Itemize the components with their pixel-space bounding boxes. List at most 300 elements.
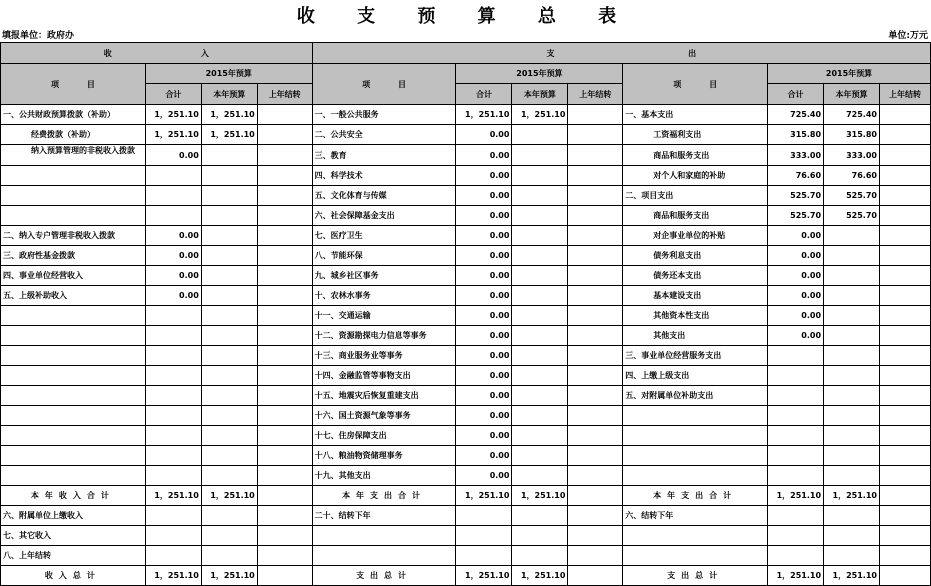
value-cell [879,366,930,386]
value-cell [568,386,623,406]
value-cell [512,326,568,346]
reporting-unit: 填报单位：政府办 [2,31,75,41]
value-cell: 76.60 [768,166,824,186]
value-cell [768,406,824,426]
value-cell [201,166,257,186]
item-cell: 七、医疗卫生 [312,226,456,246]
value-cell: 0.00 [768,326,824,346]
value-cell: 525.70 [768,186,824,206]
value-cell [257,546,312,566]
value-cell [879,546,930,566]
item-cell: 五、文化体育与传媒 [312,186,456,206]
value-cell [145,526,201,546]
value-cell: 1，251.10 [768,486,824,506]
item-cell [312,526,456,546]
value-cell: 0.00 [456,306,512,326]
value-cell [512,366,568,386]
table-row [1,186,931,206]
value-cell [568,166,623,186]
table-row [1,566,931,586]
value-cell [824,306,880,326]
value-cell: 1，251.10 [201,105,257,125]
value-cell [568,446,623,466]
value-cell [879,406,930,426]
value-cell [824,226,880,246]
value-cell [456,526,512,546]
value-cell: 315.80 [824,125,880,145]
value-cell: 0.00 [456,166,512,186]
item-cell: 十九、其他支出 [312,466,456,486]
value-cell [879,526,930,546]
table-row [1,286,931,306]
value-cell: 1，251.10 [456,486,512,506]
item-cell: 二、项目支出 [623,186,768,206]
value-cell [879,466,930,486]
income-section-header: 收 入 [1,43,313,64]
value-cell [824,386,880,406]
item-cell [1,346,146,366]
value-cell [201,226,257,246]
value-cell: 0.00 [768,226,824,246]
value-cell: 0.00 [456,386,512,406]
expenditure-section-header: 支 出 [312,43,930,64]
value-cell [768,386,824,406]
expend2-total-header: 合计 [768,84,824,105]
value-cell [145,186,201,206]
value-cell: 1，251.10 [512,566,568,586]
value-cell [257,105,312,125]
value-cell [568,506,623,526]
value-cell [257,186,312,206]
item-cell: 三、教育 [312,145,456,166]
value-cell [512,206,568,226]
expend2-carry-header: 上年结转 [879,84,930,105]
value-cell [879,386,930,406]
value-cell [824,546,880,566]
value-cell: 1，251.10 [768,566,824,586]
value-cell [257,246,312,266]
income-item-header: 项 目 [1,64,146,105]
value-cell [768,446,824,466]
value-cell [145,326,201,346]
value-cell [879,566,930,586]
table-row [1,366,931,386]
item-cell: 纳入预算管理的非税收入拨款 [1,145,146,166]
table-row [1,526,931,546]
value-cell [512,526,568,546]
value-cell: 1，251.10 [456,566,512,586]
expend-carry-header: 上年结转 [568,84,623,105]
value-cell: 333.00 [768,145,824,166]
value-cell [201,466,257,486]
expend-total-header: 合计 [456,84,512,105]
value-cell: 333.00 [824,145,880,166]
value-cell [879,246,930,266]
item-cell: 三、事业单位经营服务支出 [623,346,768,366]
value-cell [768,426,824,446]
value-cell [568,186,623,206]
item-cell: 七、其它收入 [1,526,146,546]
value-cell [257,446,312,466]
value-cell: 1，251.10 [145,486,201,506]
item-cell: 支出总计 [312,566,456,586]
value-cell: 1，251.10 [201,486,257,506]
value-cell [768,506,824,526]
item-cell: 二、公共安全 [312,125,456,145]
item-cell: 一、一般公共服务 [312,105,456,125]
item-cell: 八、节能环保 [312,246,456,266]
value-cell [512,446,568,466]
item-cell [1,366,146,386]
value-cell [824,406,880,426]
value-cell [257,346,312,366]
item-cell: 支出总计 [623,566,768,586]
item-cell [1,406,146,426]
item-cell: 工资福利支出 [623,125,768,145]
value-cell [512,145,568,166]
value-cell [201,446,257,466]
item-cell [623,546,768,566]
value-cell [568,566,623,586]
value-cell [568,105,623,125]
value-cell [568,266,623,286]
value-cell [824,446,880,466]
table-row [1,246,931,266]
value-cell [879,105,930,125]
value-cell [879,266,930,286]
value-cell [568,226,623,246]
item-cell: 一、公共财政预算拨款（补助） [1,105,146,125]
value-cell [257,226,312,246]
value-cell [512,466,568,486]
value-cell: 0.00 [456,366,512,386]
value-cell [768,546,824,566]
table-row [1,346,931,366]
value-cell [201,246,257,266]
value-cell: 0.00 [456,466,512,486]
value-cell [257,466,312,486]
value-cell: 0.00 [768,246,824,266]
value-cell [512,406,568,426]
value-cell [201,306,257,326]
value-cell [257,386,312,406]
value-cell [201,145,257,166]
value-cell [145,166,201,186]
item-cell: 五、对附属单位补助支出 [623,386,768,406]
value-cell [879,426,930,446]
page-title: 收 支 预 算 总 表 [296,6,635,27]
value-cell [257,326,312,346]
item-cell: 四、事业单位经营收入 [1,266,146,286]
value-cell: 0.00 [145,246,201,266]
value-cell [879,186,930,206]
item-cell [1,426,146,446]
item-cell: 二十、结转下年 [312,506,456,526]
table-row [1,546,931,566]
value-cell [512,546,568,566]
value-cell [145,426,201,446]
item-cell: 对个人和家庭的补助 [623,166,768,186]
value-cell: 1，251.10 [201,566,257,586]
value-cell: 315.80 [768,125,824,145]
value-cell [879,125,930,145]
table-row [1,406,931,426]
value-cell [456,546,512,566]
table-row [1,386,931,406]
value-cell [512,506,568,526]
table-row [1,125,931,145]
item-cell [1,326,146,346]
item-cell [623,406,768,426]
column-header-row [1,64,931,84]
value-cell [257,526,312,546]
value-cell [568,486,623,506]
value-cell [145,206,201,226]
value-cell [201,266,257,286]
item-cell: 四、上缴上级支出 [623,366,768,386]
table-row [1,105,931,125]
value-cell [257,206,312,226]
value-cell: 0.00 [145,266,201,286]
value-cell [879,486,930,506]
value-cell: 0.00 [145,145,201,166]
value-cell [145,546,201,566]
value-cell [824,246,880,266]
value-cell [257,566,312,586]
value-cell [568,326,623,346]
value-cell [201,346,257,366]
value-cell: 0.00 [456,206,512,226]
value-cell [512,166,568,186]
table-row [1,266,931,286]
item-cell: 六、结转下年 [623,506,768,526]
value-cell [512,246,568,266]
item-cell: 商品和服务支出 [623,206,768,226]
value-cell [145,506,201,526]
value-cell: 0.00 [768,266,824,286]
value-cell [257,286,312,306]
value-cell [201,546,257,566]
value-cell [145,366,201,386]
value-cell [568,426,623,446]
value-cell: 525.70 [768,206,824,226]
value-cell [201,506,257,526]
expend-item-header: 项 目 [312,64,456,105]
item-cell [623,426,768,446]
value-cell [879,166,930,186]
value-cell: 725.40 [824,105,880,125]
value-cell: 1，251.10 [512,105,568,125]
value-cell [879,226,930,246]
income-carry-header: 上年结转 [257,84,312,105]
table-row [1,466,931,486]
item-cell: 债务还本支出 [623,266,768,286]
item-cell: 十二、资源勘探电力信息等事务 [312,326,456,346]
expend2-budget-year-header: 2015年预算 [768,64,931,84]
item-cell: 一、基本支出 [623,105,768,125]
value-cell [145,446,201,466]
value-cell: 0.00 [145,226,201,246]
expend-current-header: 本年预算 [512,84,568,105]
value-cell [512,386,568,406]
item-cell: 其他资本性支出 [623,306,768,326]
value-cell [568,206,623,226]
item-cell [1,206,146,226]
value-cell [201,386,257,406]
value-cell [257,506,312,526]
value-cell [768,366,824,386]
table-row [1,446,931,466]
value-cell [568,406,623,426]
value-cell [512,226,568,246]
value-cell [568,546,623,566]
value-cell: 1，251.10 [145,566,201,586]
value-cell: 1，251.10 [145,125,201,145]
item-cell: 对企事业单位的补贴 [623,226,768,246]
value-cell [824,466,880,486]
value-cell: 0.00 [456,286,512,306]
value-cell [824,366,880,386]
value-cell: 0.00 [456,246,512,266]
income-budget-year-header: 2015年预算 [145,64,312,84]
value-cell: 0.00 [456,446,512,466]
table-row [1,145,931,166]
expend2-current-header: 本年预算 [824,84,880,105]
value-cell [512,306,568,326]
value-cell [879,206,930,226]
item-cell: 十七、住房保障支出 [312,426,456,446]
value-cell: 0.00 [456,186,512,206]
value-cell [879,446,930,466]
value-cell [768,526,824,546]
item-cell [1,466,146,486]
item-cell: 六、附属单位上缴收入 [1,506,146,526]
value-cell [879,286,930,306]
value-cell [257,266,312,286]
value-cell [568,466,623,486]
value-cell [201,206,257,226]
value-cell: 0.00 [456,266,512,286]
value-cell [257,306,312,326]
value-cell: 0.00 [456,426,512,446]
value-cell [257,145,312,166]
item-cell: 本年支出合计 [623,486,768,506]
value-cell [879,346,930,366]
item-cell: 四、科学技术 [312,166,456,186]
value-cell [824,346,880,366]
value-cell [257,426,312,446]
item-cell: 十八、粮油物资储理事务 [312,446,456,466]
value-cell [512,346,568,366]
value-cell: 76.60 [824,166,880,186]
value-cell: 0.00 [456,226,512,246]
item-cell: 九、城乡社区事务 [312,266,456,286]
value-cell [824,426,880,446]
section-header-row [1,43,931,64]
item-cell [1,186,146,206]
item-cell: 本年支出合计 [312,486,456,506]
item-cell: 债务利息支出 [623,246,768,266]
value-cell: 0.00 [145,286,201,306]
value-cell [201,326,257,346]
value-cell [824,286,880,306]
value-cell: 0.00 [456,125,512,145]
expend-budget-year-header: 2015年预算 [456,64,623,84]
value-cell [512,286,568,306]
value-cell: 0.00 [768,306,824,326]
value-cell [201,526,257,546]
value-cell [257,366,312,386]
value-cell [879,306,930,326]
value-cell: 1，251.10 [456,105,512,125]
table-row [1,326,931,346]
value-cell: 1，251.10 [145,105,201,125]
value-cell [145,306,201,326]
income-total-header: 合计 [145,84,201,105]
value-cell [568,306,623,326]
value-cell [257,125,312,145]
item-cell: 十五、地震灾后恢复重建支出 [312,386,456,406]
income-current-header: 本年预算 [201,84,257,105]
value-cell: 525.70 [824,186,880,206]
value-cell [568,286,623,306]
value-cell [201,366,257,386]
value-cell [512,125,568,145]
item-cell: 收入总计 [1,566,146,586]
value-cell [257,486,312,506]
value-cell [568,125,623,145]
item-cell: 十四、金融监管等事物支出 [312,366,456,386]
value-cell: 0.00 [768,286,824,306]
table-row [1,166,931,186]
value-cell [201,186,257,206]
table-row [1,226,931,246]
value-cell [145,406,201,426]
item-cell: 本年收入合计 [1,486,146,506]
value-cell [824,326,880,346]
value-cell [512,426,568,446]
value-cell [201,286,257,306]
value-cell [456,506,512,526]
value-cell [568,246,623,266]
value-cell [568,346,623,366]
value-cell: 0.00 [456,145,512,166]
value-cell [879,145,930,166]
value-cell: 1，251.10 [824,566,880,586]
value-cell [201,406,257,426]
value-cell: 1，251.10 [824,486,880,506]
item-cell: 其他支出 [623,326,768,346]
table-row [1,306,931,326]
budget-table-body [1,43,931,586]
value-cell [568,526,623,546]
budget-table [0,42,931,586]
item-cell: 十一、交通运输 [312,306,456,326]
value-cell [145,466,201,486]
value-cell: 0.00 [456,406,512,426]
table-row [1,506,931,526]
value-cell: 725.40 [768,105,824,125]
value-cell [568,145,623,166]
item-cell: 二、纳入专户管理非税收入拨款 [1,226,146,246]
value-cell: 0.00 [456,346,512,366]
value-cell: 0.00 [456,326,512,346]
value-cell [824,266,880,286]
value-cell [512,186,568,206]
item-cell: 八、上年结转 [1,546,146,566]
item-cell: 经费拨款（补助） [1,125,146,145]
value-cell [824,526,880,546]
